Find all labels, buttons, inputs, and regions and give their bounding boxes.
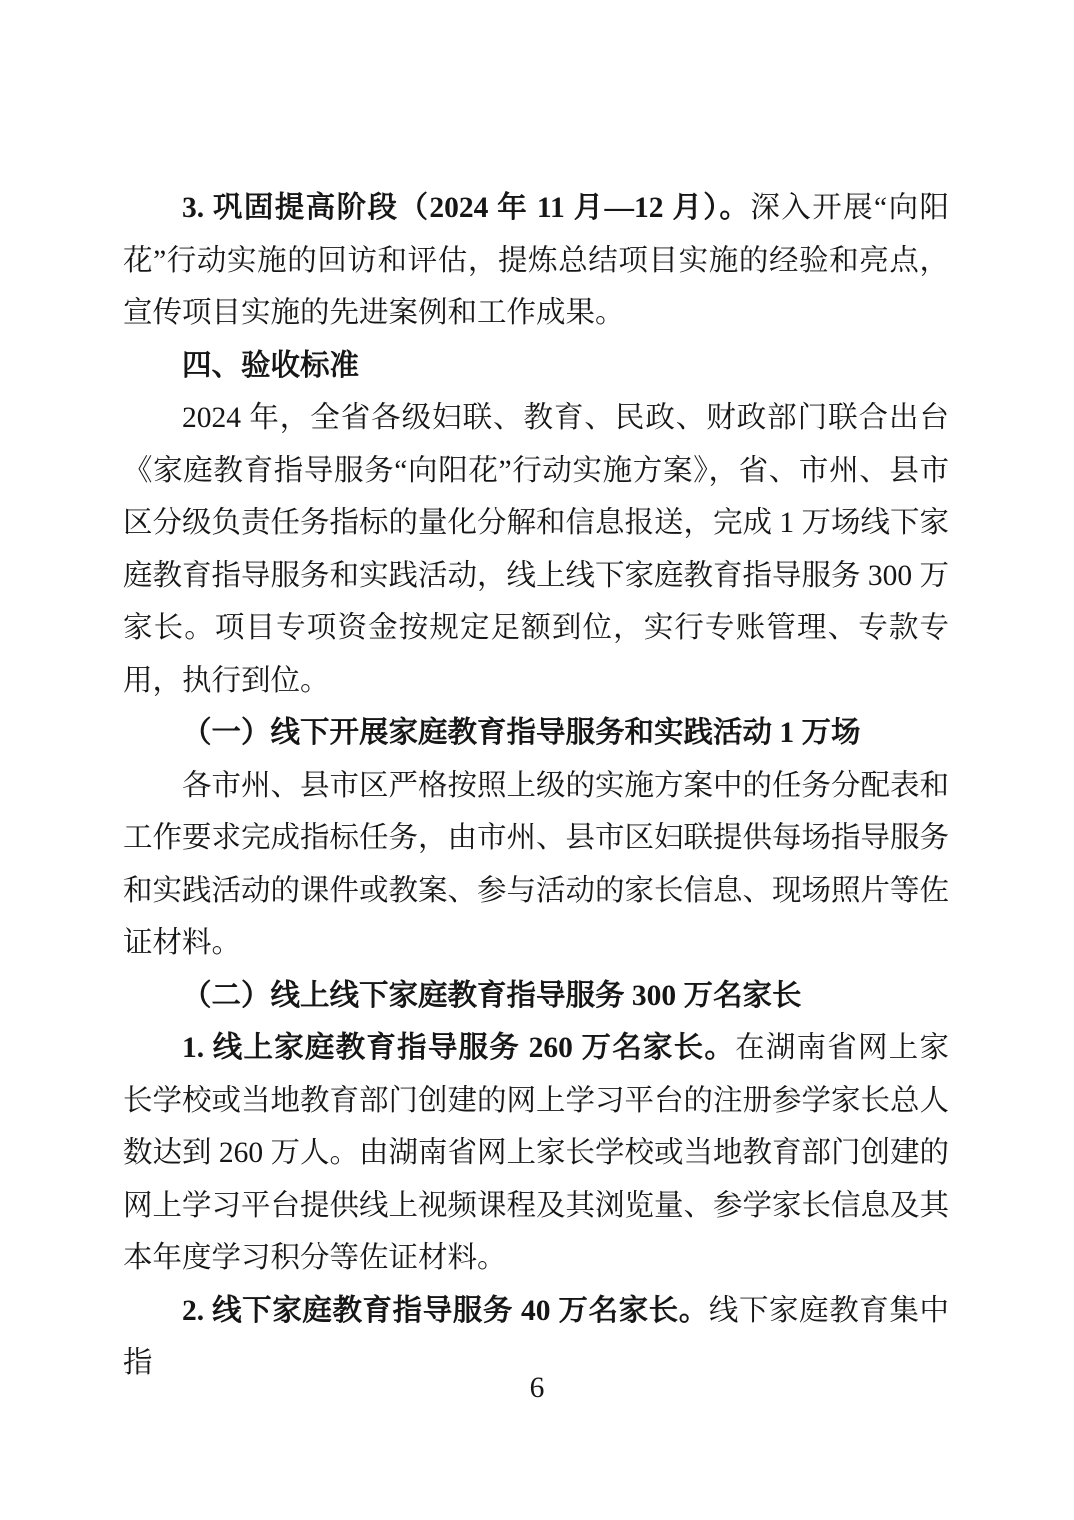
heading-text: 四、验收标准 [182,348,360,382]
text-run: 深入开展“向阳花”行动实施的回访和评估，提炼总结项目实施的经验和亮点，宣传项目实施的先进案例和工作成果。 [123,192,950,329]
document-body [123,182,949,1390]
phase-3-paragraph [123,182,949,340]
bold-run: 2. 线下家庭教育指导服务 40 万名家长。 [182,1294,709,1327]
bold-run: 1. 线上家庭教育指导服务 260 万名家长。 [182,1032,736,1064]
acceptance-intro-paragraph [123,392,949,707]
text-run: 线下家庭教育集中指 [123,1294,949,1379]
page-number: 6 [529,1372,545,1404]
item-2-heading [123,970,949,1023]
text-run: 在湖南省网上家长学校或当地教育部门创建的网上学习平台的注册参学家长总人数达到 260 万人。由湖南省网上家长学校或当地教育部门创建的网上学习平台提供线上视频课程及其浏览量、参学家长信息及其本年度学习积分等佐证材料。 [123,1032,950,1274]
heading-text: （一）线下开展家庭教育指导服务和实践活动 1 万场 [182,717,861,749]
item-1-heading [123,707,949,760]
item-2-sub-1-paragraph [123,1022,949,1285]
heading-text: （二）线上线下家庭教育指导服务 300 万名家长 [182,979,802,1012]
text-run: 2024 年，全省各级妇联、教育、民政、财政部门联合出台《家庭教育指导服务“向阳花”行动实施方案》，省、市州、县市区分级负责任务指标的量化分解和信息报送，完成 1 万场线下家庭教育指导服务和实践活动，线上线下家庭教育指导服务 300 万家长。项目专项资金按规定足额到位，实行专账管理、专款专用，执行到位。 [123,402,950,697]
bold-run: 3. 巩固提高阶段（2024 年 11 月—12 月）。 [182,192,751,224]
section-4-heading [123,340,949,393]
item-1-paragraph [123,760,949,970]
text-run: 各市州、县市区严格按照上级的实施方案中的任务分配表和工作要求完成指标任务，由市州、县市区妇联提供每场指导服务和实践活动的课件或教案、参与活动的家长信息、现场照片等佐证材料。 [123,769,950,959]
